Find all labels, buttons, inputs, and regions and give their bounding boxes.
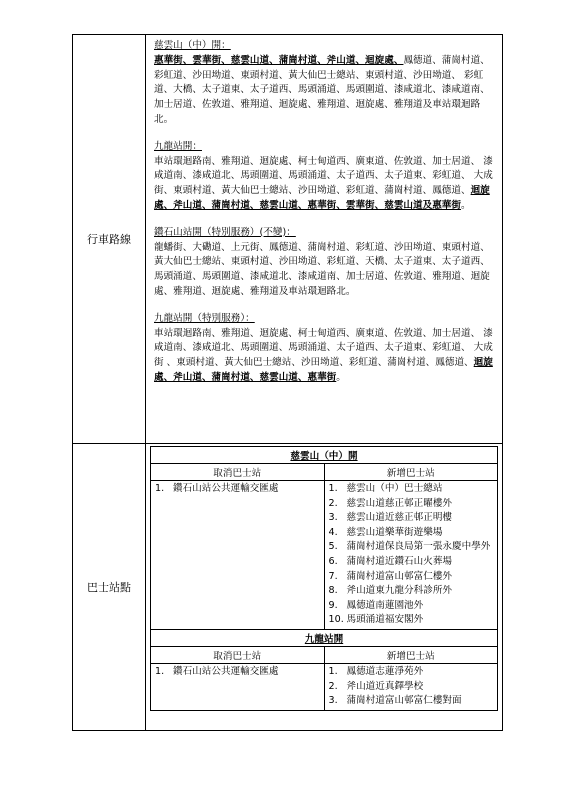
route-block bbox=[154, 226, 496, 300]
route-segment: 。 bbox=[461, 199, 471, 211]
add-stops-cell bbox=[324, 663, 498, 710]
route-title: 九龍站開（特別服務）： bbox=[154, 312, 255, 324]
stop-number: 1. bbox=[328, 665, 338, 677]
stop-item bbox=[155, 665, 320, 680]
direction-heading: 九龍站開 bbox=[151, 629, 498, 646]
route-path bbox=[154, 155, 496, 214]
stop-item bbox=[155, 482, 320, 497]
stop-number: 4. bbox=[328, 526, 338, 538]
stop-item bbox=[329, 570, 494, 585]
stops-row bbox=[73, 444, 503, 731]
direction-heading: 慈雲山（中）開 bbox=[151, 447, 498, 464]
cancel-stops-cell bbox=[151, 663, 325, 710]
add-stops-header: 新增巴士站 bbox=[324, 646, 498, 663]
stop-number: 2. bbox=[328, 680, 338, 692]
route-title: 慈雲山（中）開： bbox=[154, 40, 231, 51]
route-block bbox=[154, 39, 496, 128]
stop-name: 鳳德道志蓮淨苑外 bbox=[346, 665, 424, 677]
route-change-table bbox=[72, 34, 503, 731]
stop-item bbox=[329, 584, 494, 599]
route-label: 行車路線 bbox=[73, 35, 146, 444]
stop-number: 1. bbox=[155, 483, 165, 494]
stops-details bbox=[146, 444, 503, 731]
add-stops-list bbox=[329, 482, 494, 628]
route-title: 九龍站開： bbox=[154, 140, 202, 152]
stop-item bbox=[329, 511, 494, 526]
stop-number: 1. bbox=[328, 483, 338, 494]
stop-name: 慈雲山道近慈正邨正明樓 bbox=[346, 512, 453, 524]
stop-name: 鳳德道南蓮園池外 bbox=[346, 599, 424, 611]
stop-name: 慈雲山（中）巴士總站 bbox=[346, 483, 443, 494]
route-segment: 龍蟠街、大磡道、上元街、鳳德道、蒲崗村道、彩虹道、沙田坳道、東頭村道、黃大仙巴士總站、東頭村道、沙田坳道、彩虹道、天橋、太子道東、太子道西、馬頭涌道、馬頭圍道、漆咸道北、漆咸道南、加士居道、佐敦道、雅翔道、迴旋處、雅翔道、迴旋處、雅翔道及車站環迴路北。 bbox=[154, 241, 490, 297]
cancel-stops-cell bbox=[151, 481, 325, 630]
stop-item bbox=[329, 613, 494, 628]
stop-number: 6. bbox=[328, 555, 338, 567]
stop-number: 3. bbox=[328, 512, 338, 524]
stop-name: 蒲崗村道近鑽石山火葬場 bbox=[346, 555, 453, 567]
stop-number: 5. bbox=[328, 541, 338, 553]
add-stops-list bbox=[329, 665, 494, 709]
stop-name: 斧山道近真鐸學校 bbox=[346, 680, 424, 692]
stop-item bbox=[329, 540, 494, 555]
route-row bbox=[73, 35, 503, 444]
route-segment-changed: 迴旋處、斧山道、蒲崗村道、慈雲山道、惠華街 bbox=[154, 357, 493, 383]
stop-number: 9. bbox=[328, 599, 338, 611]
stop-item bbox=[329, 497, 494, 512]
stop-number: 10. bbox=[328, 614, 344, 626]
add-stops-header: 新增巴士站 bbox=[324, 464, 498, 481]
stop-name: 馬頭涌道福安閣外 bbox=[346, 614, 424, 626]
stop-number: 2. bbox=[328, 497, 338, 509]
stop-name: 鑽石山站公共運輸交匯處 bbox=[173, 483, 279, 494]
stop-item bbox=[329, 482, 494, 497]
stop-name: 蒲崗村道保良局第一張永慶中學外 bbox=[346, 541, 491, 553]
stop-number: 1. bbox=[155, 665, 165, 677]
route-title: 鑽石山站開（特別服務）(不變)： bbox=[154, 226, 296, 238]
route-segment: 。 bbox=[336, 371, 346, 383]
stop-name: 蒲崗村道富山邨富仁樓外 bbox=[346, 570, 453, 582]
cancel-stops-list bbox=[155, 482, 320, 497]
stops-label: 巴士站點 bbox=[73, 444, 146, 731]
stop-item bbox=[329, 680, 494, 695]
stops-container bbox=[150, 446, 498, 711]
routes-container bbox=[154, 39, 496, 386]
route-block bbox=[154, 312, 496, 386]
route-segment-changed: 惠華街、雲華街、慈雲山道、蒲崗村道、斧山道、迴旋處、 bbox=[154, 54, 404, 66]
stop-name: 鑽石山站公共運輸交匯處 bbox=[173, 665, 279, 677]
stop-name: 慈雲山道樂華街遊樂場 bbox=[346, 526, 443, 538]
cancel-stops-list bbox=[155, 665, 320, 680]
stop-number: 8. bbox=[328, 585, 338, 597]
route-path bbox=[154, 54, 496, 128]
route-details bbox=[146, 35, 503, 444]
stop-number: 7. bbox=[328, 570, 338, 582]
route-path bbox=[154, 241, 496, 300]
stop-item bbox=[329, 555, 494, 570]
add-stops-cell bbox=[324, 481, 498, 630]
stop-item bbox=[329, 665, 494, 680]
route-segment-changed: 迴旋處、斧山道、蒲崗村道、慈雲山道、惠華街、雲華街、慈雲山道及惠華街 bbox=[154, 185, 490, 211]
cancel-stops-header: 取消巴士站 bbox=[151, 646, 325, 663]
stop-item bbox=[329, 526, 494, 541]
route-path bbox=[154, 327, 496, 386]
route-segment: 車站環迴路南、雅翔道、迴旋處、柯士甸道西、廣東道、佐敦道、加士居道、 漆咸道南、漆咸道北、馬頭圍道、馬頭涌道、太子道西、太子道東、彩虹道、 大成街、東頭村道、黃大仙巴士總站、沙田坳道、彩虹道、蒲崗村道、鳳德道、 bbox=[154, 155, 493, 197]
stop-item bbox=[329, 599, 494, 614]
route-segment: 車站環迴路南、雅翔道、迴旋處、柯士甸道西、廣東道、佐敦道、加士居道、 漆咸道南、漆咸道北、馬頭圍道、馬頭涌道、太子道西、太子道東、彩虹道、 大成街 、東頭村道、黃大仙巴士總站、沙田坳道、彩虹道、蒲崗村道、鳳德道、 bbox=[154, 327, 493, 369]
stop-number: 3. bbox=[328, 695, 338, 707]
route-block bbox=[154, 140, 496, 214]
cancel-stops-header: 取消巴士站 bbox=[151, 464, 325, 481]
stop-name: 斧山道東九龍分科診所外 bbox=[346, 585, 453, 597]
stops-table bbox=[150, 446, 498, 711]
stop-item bbox=[329, 694, 494, 709]
stop-name: 蒲崗村道富山邨富仁樓對面 bbox=[346, 695, 462, 707]
stop-name: 慈雲山道慈正邨正曜樓外 bbox=[346, 497, 453, 509]
route-segment: 鳳德道、蒲崗村道、彩虹道、沙田坳道、東頭村道、黃大仙巴士總站、東頭村道、沙田坳道、 彩虹道、大橋、太子道東、太子道西、馬頭涌道、馬頭圍道、漆咸道北、漆咸道南、加士居道、佐敦道、雅翔道、迴旋處、雅翔道、迴旋處、雅翔道及車站環迴路北。 bbox=[154, 54, 490, 125]
